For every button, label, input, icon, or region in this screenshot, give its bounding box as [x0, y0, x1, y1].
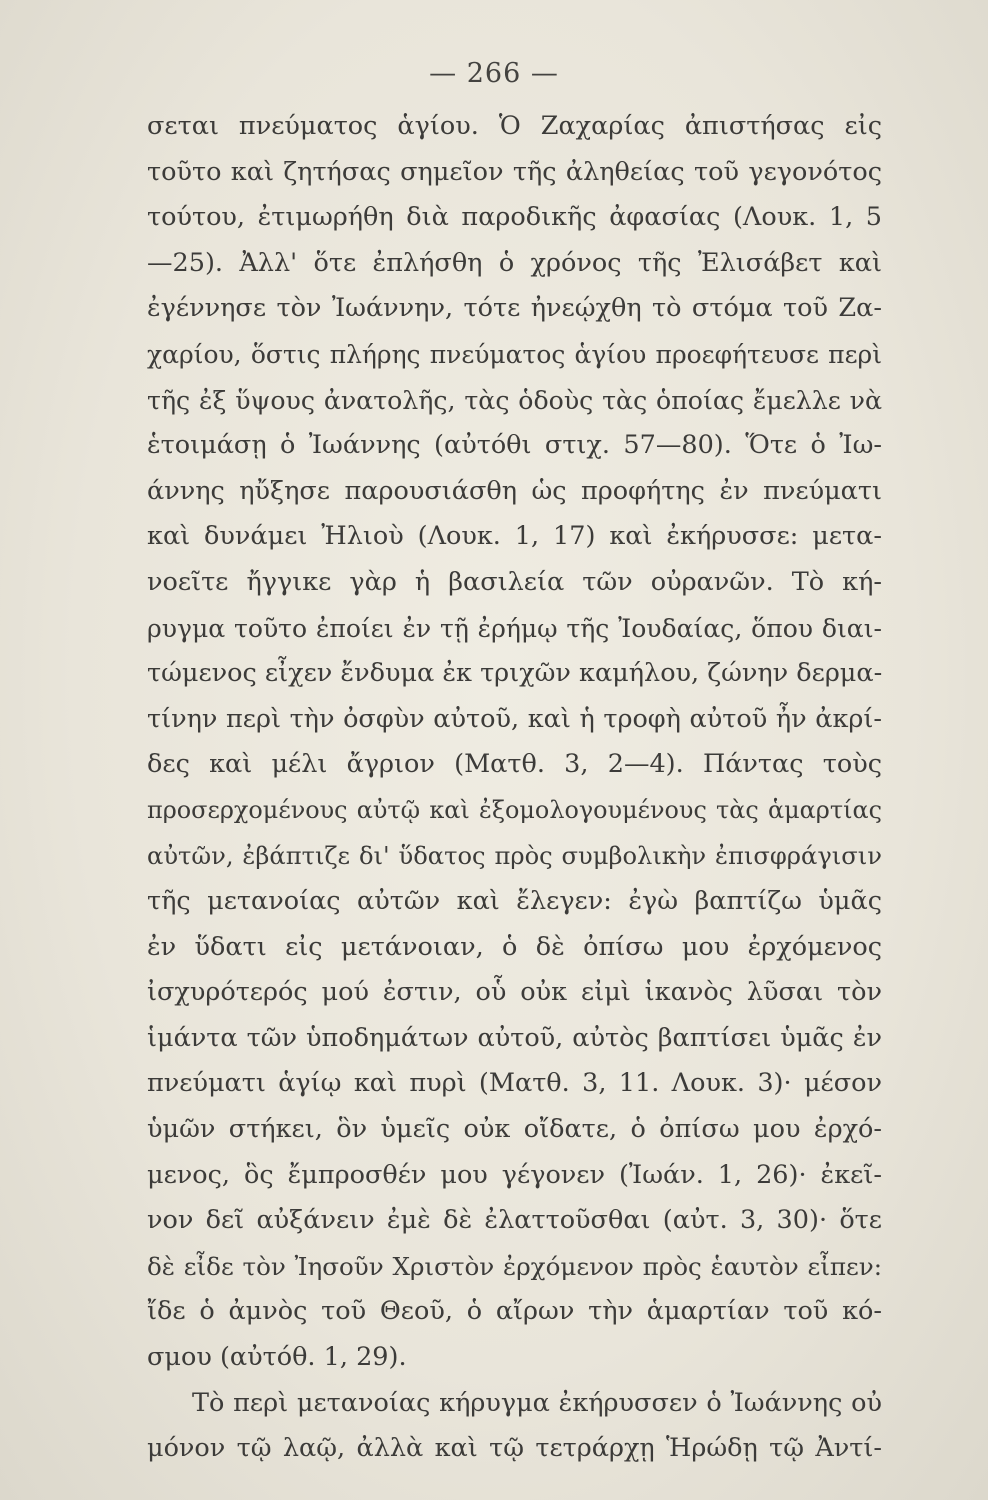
text-line: τούτου, ἐτιμωρήθη διὰ παροδικῆς ἀφασίας (Λουκ. 1, 5 — [147, 202, 882, 233]
text-line: τῆς ἐξ ὕψους ἀνατολῆς, τὰς ὁδοὺς τὰς ὁποίας ἔμελλε νὰ — [147, 385, 882, 415]
text-line: αὐτῶν, ἐβάπτιζε δι' ὕδατος πρὸς συμβολικὴν ἐπισφράγισιν — [147, 841, 882, 870]
text-line: σεται πνεύματος ἁγίου. Ὁ Ζαχαρίας ἀπιστήσας εἰς — [147, 111, 882, 141]
text-line: χαρίου, ὅστις πλήρης πνεύματος ἁγίου προεφήτευσε περὶ — [147, 339, 882, 369]
text-line: ἴδε ὁ ἀμνὸς τοῦ Θεοῦ, ὁ αἴρων τὴν ἁμαρτίαν τοῦ κό- — [147, 1296, 882, 1327]
text-line: τοῦτο καὶ ζητήσας σημεῖον τῆς ἀληθείας τοῦ γεγονότος — [147, 156, 882, 187]
text-line: πνεύματι ἁγίῳ καὶ πυρὶ (Ματθ. 3, 11. Λουκ. 3)· μέσον — [147, 1068, 882, 1099]
text-line: προσερχομένους αὐτῷ καὶ ἐξομολογουμένους τὰς ἁμαρτίας — [147, 795, 882, 824]
text-line: τῆς μετανοίας αὐτῶν καὶ ἔλεγεν: ἐγὼ βαπτίζω ὑμᾶς — [147, 886, 882, 917]
text-line: Τὸ περὶ μετανοίας κήρυγμα ἐκήρυσσεν ὁ Ἰωάννης οὐ — [192, 1387, 882, 1418]
text-line: ἰσχυρότερός μού ἐστιν, οὗ οὐκ εἰμὶ ἱκανὸς λῦσαι τὸν — [147, 977, 882, 1008]
body-text — [147, 104, 882, 1472]
text-line: σμου (αὐτόθ. 1, 29). — [147, 1342, 407, 1373]
text-line: ἱμάντα τῶν ὑποδημάτων αὐτοῦ, αὐτὸς βαπτίσει ὑμᾶς ἐν — [147, 1022, 882, 1053]
text-line: ὑμῶν στήκει, ὃν ὑμεῖς οὐκ οἴδατε, ὁ ὀπίσω μου ἐρχό- — [147, 1114, 882, 1145]
paragraph — [147, 104, 882, 1381]
text-line: τώμενος εἶχεν ἔνδυμα ἐκ τριχῶν καμήλου, ζώνην δερμα- — [147, 658, 883, 689]
text-line: ἐγέννησε τὸν Ἰωάννην, τότε ἠνεῴχθη τὸ στόμα τοῦ Ζα- — [147, 293, 882, 324]
text-line: νον δεῖ αὐξάνειν ἐμὲ δὲ ἐλαττοῦσθαι (αὐτ. 3, 30)· ὅτε — [147, 1205, 882, 1236]
text-line: άννης ηὔξησε παρουσιάσθη ὡς προφήτης ἐν πνεύματι — [147, 475, 882, 506]
text-line: δὲ εἶδε τὸν Ἰησοῦν Χριστὸν ἐρχόμενον πρὸς ἑαυτὸν εἶπεν: — [147, 1251, 882, 1281]
text-line: ἑτοιμάσῃ ὁ Ἰωάννης (αὐτόθι στιχ. 57—80). Ὅτε ὁ Ἰω- — [147, 430, 882, 461]
text-line: ρυγμα τοῦτο ἐποίει ἐν τῇ ἐρήμῳ τῆς Ἰουδαίας, ὅπου διαι- — [147, 613, 882, 643]
text-line: τίνην περὶ τὴν ὀσφὺν αὐτοῦ, καὶ ἡ τροφὴ αὐτοῦ ἦν ἀκρί- — [147, 703, 882, 734]
text-line: νοεῖτε ἤγγικε γὰρ ἡ βασιλεία τῶν οὐρανῶν. Τὸ κή- — [147, 566, 882, 597]
text-line: —25). Ἀλλ' ὅτε ἐπλήσθη ὁ χρόνος τῆς Ἐλισάβετ καὶ — [147, 247, 882, 278]
text-line: ἐν ὕδατι εἰς μετάνοιαν, ὁ δὲ ὀπίσω μου ἐρχόμενος — [147, 931, 882, 962]
page-number: — 266 — — [429, 58, 559, 89]
text-line: μενος, ὃς ἔμπροσθέν μου γέγονεν (Ἰωάν. 1, 26)· ἐκεῖ- — [147, 1159, 882, 1190]
text-line: μόνον τῷ λαῷ, ἀλλὰ καὶ τῷ τετράρχῃ Ἡρώδῃ τῷ Ἀντί- — [147, 1433, 882, 1464]
text-line: καὶ δυνάμει Ἠλιοὺ (Λουκ. 1, 17) καὶ ἐκήρυσσε: μετα- — [147, 521, 882, 552]
text-line: δες καὶ μέλι ἄγριον (Ματθ. 3, 2—4). Πάντας τοὺς — [147, 749, 882, 780]
paragraph — [147, 1381, 882, 1472]
